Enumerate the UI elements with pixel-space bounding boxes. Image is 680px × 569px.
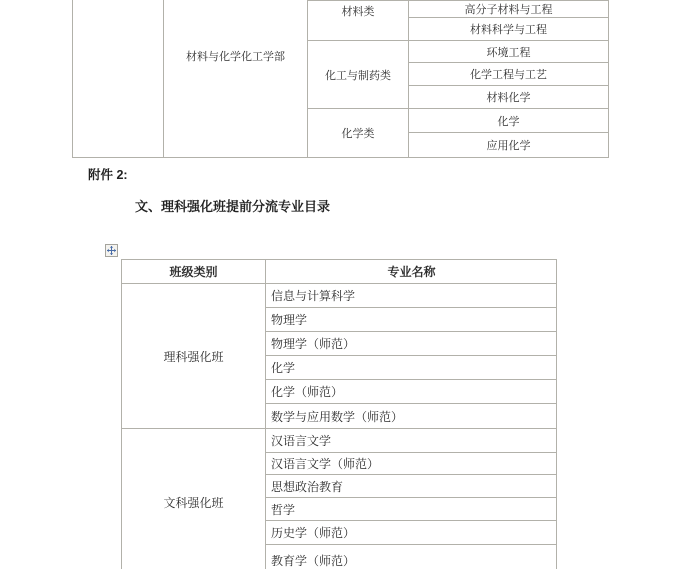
major-cell: 数学与应用数学（师范） <box>266 404 557 429</box>
major-cell: 化学 <box>409 109 609 133</box>
category-cell-chemical-pharma: 化工与制药类 <box>308 41 409 109</box>
major-cell: 汉语言文学（师范） <box>266 453 557 475</box>
column-header-class-type: 班级类别 <box>122 260 266 284</box>
dept-table-empty-cell <box>73 0 164 158</box>
major-cell: 教育学（师范） <box>271 554 356 568</box>
table-move-icon <box>107 246 116 255</box>
major-cell: 信息与计算科学 <box>266 284 557 308</box>
column-header-major-name: 专业名称 <box>266 260 557 284</box>
major-cell: 化学 <box>266 356 557 380</box>
major-cell: 哲学 <box>266 498 557 521</box>
category-cell-materials: 材料类 <box>308 0 409 41</box>
class-type-cell-liberal-arts: 文科强化班 <box>122 429 266 569</box>
major-cell: 思想政治教育 <box>266 475 557 498</box>
major-cell: 汉语言文学 <box>266 429 557 453</box>
attachment-label: 附件 2: <box>88 168 128 182</box>
class-type-cell-science: 理科强化班 <box>122 284 266 429</box>
major-cell: 材料化学 <box>409 86 609 109</box>
page-title: 文、理科强化班提前分流专业目录 <box>135 199 331 214</box>
major-cell: 物理学（师范） <box>266 332 557 356</box>
class-majors-table <box>121 259 557 569</box>
category-cell-chemistry: 化学类 <box>308 109 409 158</box>
major-cell: 应用化学 <box>409 133 609 158</box>
major-cell: 高分子材料与工程 <box>409 0 609 18</box>
major-cell: 历史学（师范） <box>266 521 557 545</box>
major-cell: 环境工程 <box>409 41 609 63</box>
department-majors-table <box>72 0 608 158</box>
major-cell: 化学（师范） <box>266 380 557 404</box>
major-cell: 材料科学与工程 <box>409 18 609 41</box>
major-cell: 物理学 <box>266 308 557 332</box>
table-move-handle[interactable] <box>105 244 118 257</box>
major-cell: 化学工程与工艺 <box>409 63 609 86</box>
department-cell: 材料与化学化工学部 <box>164 0 308 158</box>
